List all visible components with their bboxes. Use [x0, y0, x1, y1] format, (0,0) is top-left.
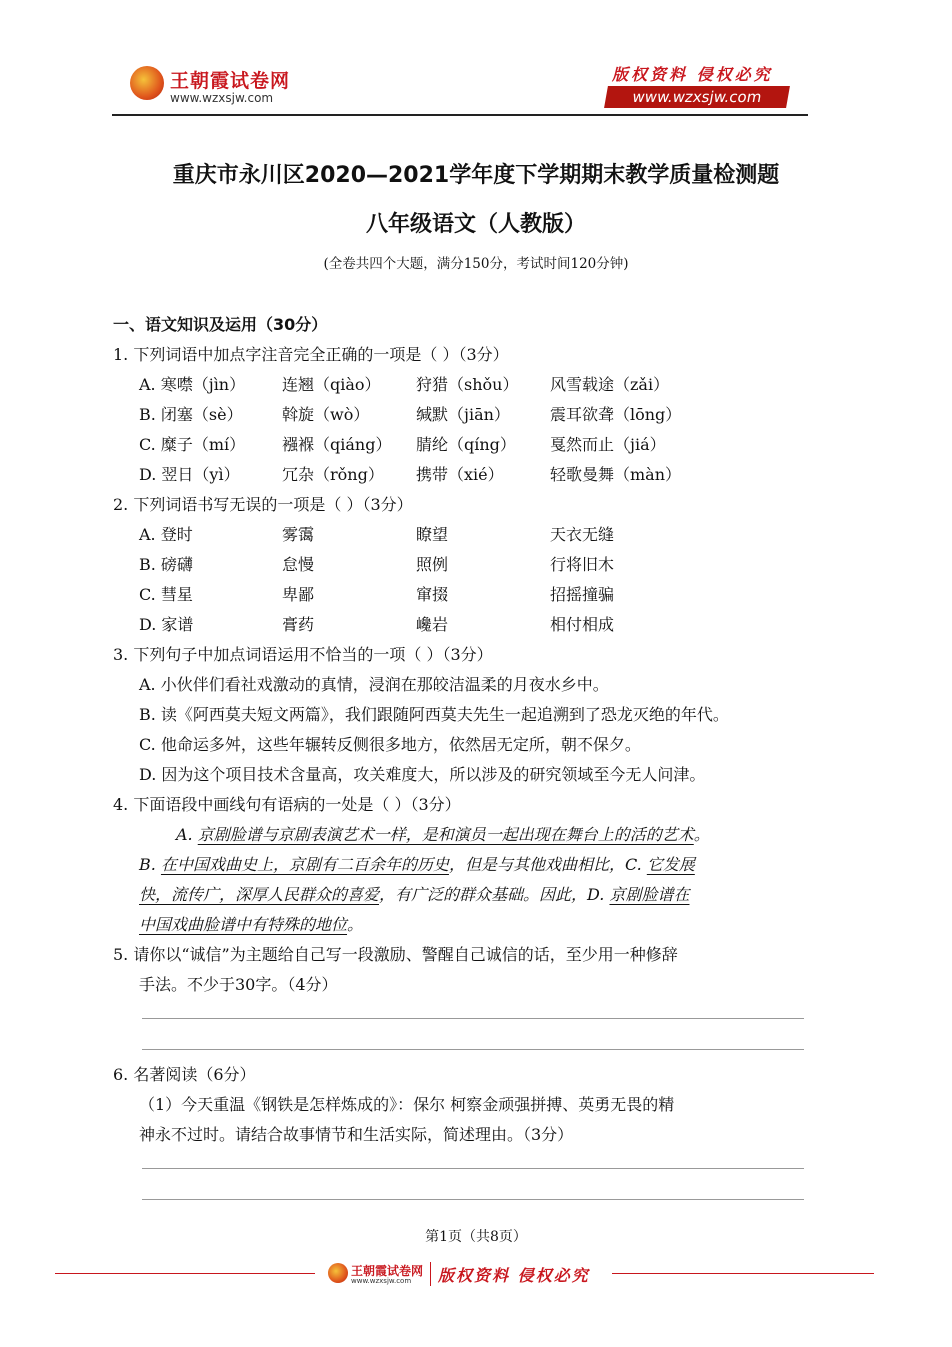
q4-punct-end: 。: [347, 915, 364, 934]
q2-option-b-1: B. 磅礴: [139, 555, 193, 574]
q2-option-d-3: 巉岩: [416, 615, 449, 634]
q4-sentence-c-part2: 快，流传广，深厚人民群众的喜爱: [139, 885, 380, 904]
q1-option-d-1: D. 翌日（yì）: [139, 465, 240, 484]
q6-sub1-line-1: （1）今天重温《钢铁是怎样炼成的》：保尔 柯察金顽强拼搏、英勇无畏的精: [139, 1095, 675, 1114]
q2-option-a-2: 雾霭: [282, 525, 315, 544]
q2-option-d-4: 相付相成: [550, 615, 615, 634]
q1-option-a-4: 风雪载途（zǎi）: [550, 375, 670, 394]
section-heading: 一、语文知识及运用（30分）: [113, 315, 328, 334]
q2-option-b-4: 行将旧木: [550, 555, 615, 574]
q1-option-a-2: 连翘（qiào）: [282, 375, 381, 394]
exam-title: 重庆市永川区2020—2021学年度下学期期末教学质量检测题: [172, 163, 780, 188]
header-copyright: 版权资料 侵权必究: [612, 65, 773, 84]
q2-option-b-3: 照例: [416, 555, 449, 574]
q2-option-d-1: D. 家谱: [139, 615, 194, 634]
q3-option-b: B. 读《阿西莫夫短文两篇》，我们跟随阿西莫夫先生一起追溯到了恐龙灭绝的年代。: [139, 705, 729, 724]
q2-option-c-3: 窜掇: [416, 585, 449, 604]
q3-option-d: D. 因为这个项目技术含量高，攻关难度大，所以涉及的研究领域至今无人问津。: [139, 765, 706, 784]
q2-option-c-4: 招摇撞骗: [550, 585, 615, 604]
q1-option-c-1: C. 糜子（mí）: [139, 435, 246, 454]
q1-option-d-3: 携带（xié）: [416, 465, 504, 484]
footer-logo-name: 王朝霞试卷网: [351, 1264, 424, 1278]
q2-option-c-2: 卑鄙: [282, 585, 315, 604]
question-1-stem: 1. 下列词语中加点字注音完全正确的一项是（ ）（3分）: [113, 345, 509, 364]
q2-option-a-3: 瞭望: [416, 525, 449, 544]
question-2-stem: 2. 下列词语书写无误的一项是（ ）（3分）: [113, 495, 413, 514]
q1-option-a-1: A. 寒噤（jìn）: [139, 375, 246, 394]
q1-option-b-1: B. 闭塞（sè）: [139, 405, 243, 424]
q1-option-c-4: 戛然而止（jiá）: [550, 435, 666, 454]
q6-sub1-line-2: 神永不过时。请结合故事情节和生活实际，简述理由。（3分）: [139, 1125, 574, 1144]
footer-copyright: 版权资料 侵权必究: [438, 1266, 590, 1285]
q2-option-b-2: 怠慢: [282, 555, 315, 574]
question-5-stem-1: 5. 请你以“诚信”为主题给自己写一段激励、警醒自己诚信的话，至少用一种修辞: [113, 945, 678, 964]
q1-option-a-3: 狩猎（shǒu）: [416, 375, 519, 394]
q1-option-c-3: 腈纶（qíng）: [416, 435, 516, 454]
question-4-stem: 4. 下面语段中画线句有语病的一处是（ ）（3分）: [113, 795, 461, 814]
q4-connector: ，但是与其他戏曲相比，C.: [448, 855, 642, 874]
q1-option-d-2: 冗杂（rǒng）: [282, 465, 384, 484]
q4-label-b: B.: [139, 855, 156, 874]
q4-passage-line-2: [139, 852, 695, 875]
logo-emblem-icon: [130, 66, 164, 100]
q4-sentence-a: 京剧脸谱与京剧表演艺术一样，是和演员一起出现在舞台上的活的艺术: [197, 825, 694, 844]
question-6-stem: 6. 名著阅读（6分）: [113, 1065, 256, 1084]
exam-note: (全卷共四个大题，满分150分，考试时间120分钟): [323, 256, 629, 272]
q1-option-b-4: 震耳欲聋（lōng）: [550, 405, 682, 424]
q4-passage-line-3: [139, 882, 689, 905]
q4-label-a: A.: [176, 825, 193, 844]
question-5-stem-2: 手法。不少于30字。（4分）: [139, 975, 338, 994]
q4-sentence-d-part1: 京剧脸谱在: [609, 885, 690, 904]
answer-line[interactable]: [142, 1199, 804, 1200]
q4-sentence-c-part1: 它发展: [646, 855, 695, 874]
q1-option-b-3: 缄默（jiān）: [416, 405, 510, 424]
q2-option-a-4: 天衣无缝: [550, 525, 615, 544]
footer-logo-icon: [328, 1263, 348, 1283]
q1-option-d-4: 轻歌曼舞（màn）: [550, 465, 682, 484]
logo-name: 王朝霞试卷网: [170, 70, 291, 92]
q2-option-d-2: 膏药: [282, 615, 315, 634]
logo-url: www.wzxsjw.com: [170, 91, 274, 105]
q3-option-a: A. 小伙伴们看社戏激动的真情，浸润在那皎洁温柔的月夜水乡中。: [139, 675, 609, 694]
footer-logo-url: www.wzxsjw.com: [351, 1277, 412, 1285]
q2-option-a-1: A. 登时: [139, 525, 193, 544]
q4-passage-line-4: [139, 912, 363, 935]
answer-line[interactable]: [142, 1168, 804, 1169]
q1-option-b-2: 斡旋（wò）: [282, 405, 370, 424]
question-3-stem: 3. 下列句子中加点词语运用不恰当的一项（ ）（3分）: [113, 645, 493, 664]
q4-sentence-d-part2: 中国戏曲脸谱中有特殊的地位: [139, 915, 348, 934]
answer-line[interactable]: [142, 1018, 804, 1019]
q4-passage-line-1: [176, 822, 710, 845]
q4-sentence-b: 在中国戏曲史上，京剧有二百余年的历史: [160, 855, 449, 874]
q4-punct: 。: [693, 825, 710, 844]
q2-option-c-1: C. 彗星: [139, 585, 193, 604]
exam-subtitle: 八年级语文（人教版）: [365, 212, 586, 237]
footer-divider-right: [612, 1273, 874, 1274]
footer-separator: [430, 1262, 431, 1286]
header-divider: [112, 114, 808, 116]
footer-divider-left: [55, 1273, 315, 1274]
answer-line[interactable]: [142, 1049, 804, 1050]
header-site-url: www.wzxsjw.com: [604, 86, 790, 108]
q4-connector-2: ，有广泛的群众基础。因此，D.: [379, 885, 605, 904]
q3-option-c: C. 他命运多舛，这些年辗转反侧很多地方，依然居无定所，朝不保夕。: [139, 735, 641, 754]
page-number: 第1页（共8页）: [425, 1229, 527, 1245]
q1-option-c-2: 襁褓（qiáng）: [282, 435, 392, 454]
